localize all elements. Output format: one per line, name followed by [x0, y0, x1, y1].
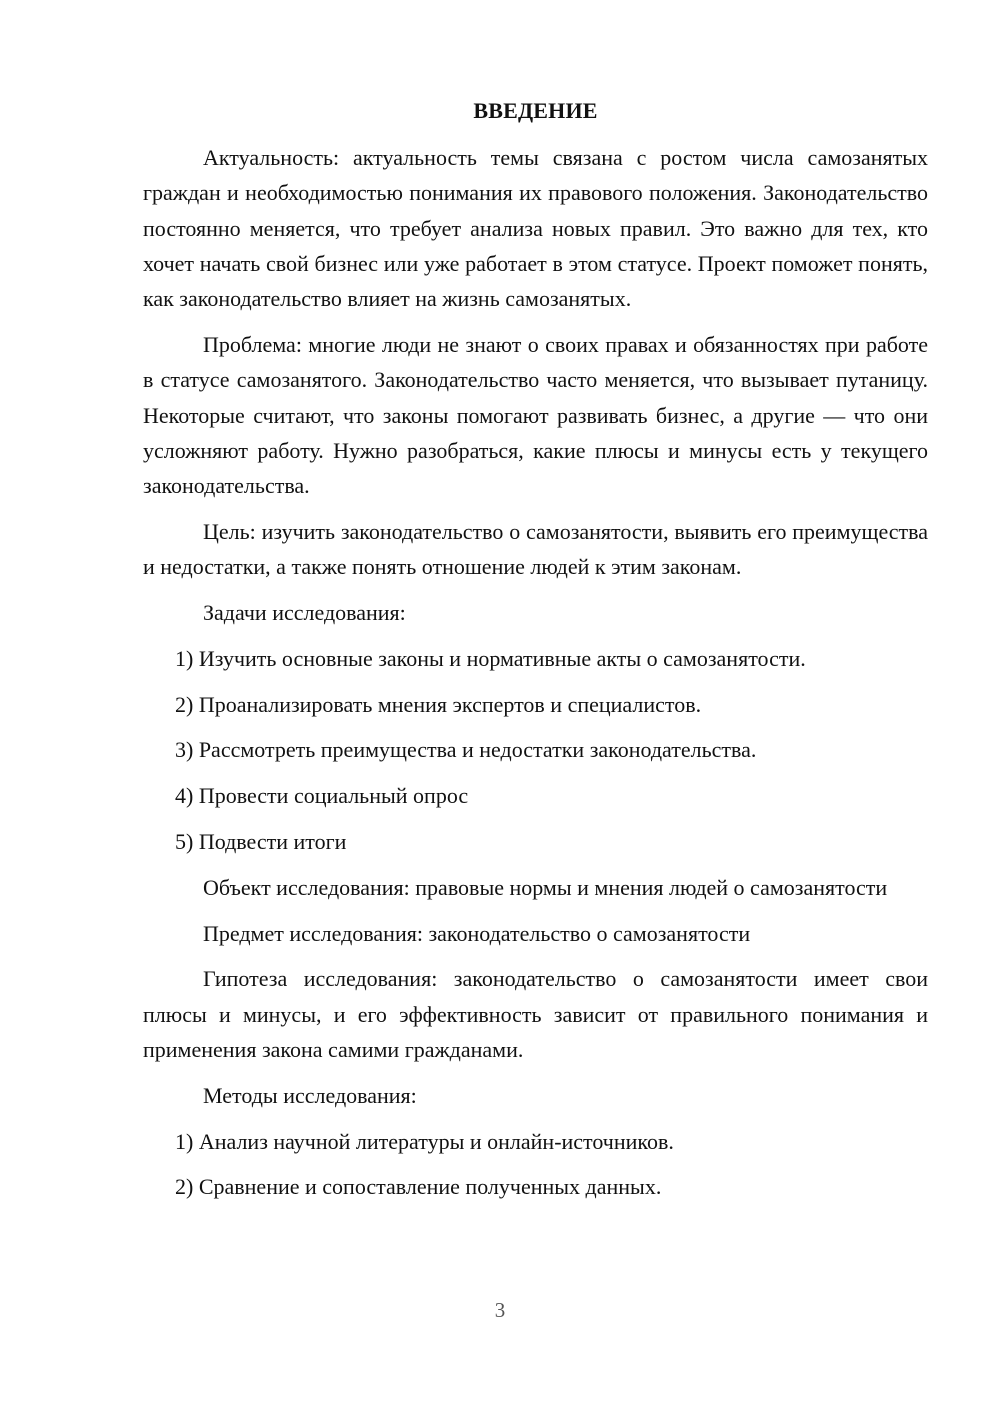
method-item-1: 1) Анализ научной литературы и онлайн-источников. — [175, 1128, 674, 1154]
paragraph-object: Объект исследования: правовые нормы и мнения людей о самозанятости — [203, 874, 888, 900]
method-item-2: 2) Сравнение и сопоставление полученных данных. — [175, 1174, 662, 1200]
task-item-1: 1) Изучить основные законы и нормативные акты о самозанятости. — [175, 645, 806, 671]
task-item-3: 3) Рассмотреть преимущества и недостатки законодательства. — [175, 737, 757, 763]
paragraph-hypothesis: Гипотеза исследования: законодательство о самозанятости имеет свои плюсы и минусы, и его эффективность зависит от правильного понимания и применения закона самими гражданами. — [143, 966, 928, 1063]
document-page — [143, 96, 928, 1215]
tasks-title: Задачи исследования: — [203, 600, 406, 626]
paragraph-problem: Проблема: многие люди не знают о своих правах и обязанностях при работе в статусе самозанятого. Законодательство часто меняется, что вызывает путаницу. Некоторые считают, что законы помогают развивать бизнес, а другие — что они усложняют работу. Нужно разобраться, какие плюсы и минусы есть у текущего законодательства. — [143, 331, 928, 499]
task-item-5: 5) Подвести итоги — [175, 829, 347, 855]
paragraph-relevance: Актуальность: актуальность темы связана с ростом числа самозанятых граждан и необходимостью понимания их правового положения. Законодательство постоянно меняется, что требует анализа новых правил. Это важно для тех, кто хочет начать свой бизнес или уже работает в этом статусе. Проект поможет понять, как законодательство влияет на жизнь самозанятых. — [143, 145, 928, 312]
methods-title: Методы исследования: — [203, 1082, 417, 1108]
paragraph-subject: Предмет исследования: законодательство о самозанятости — [203, 920, 751, 946]
task-item-2: 2) Проанализировать мнения экспертов и специалистов. — [175, 691, 702, 717]
task-item-4: 4) Провести социальный опрос — [175, 783, 469, 809]
paragraph-goal: Цель: изучить законодательство о самозанятости, выявить его преимущества и недостатки, а также понять отношение людей к этим законам. — [143, 518, 928, 580]
section-heading: ВВЕДЕНИЕ — [473, 98, 598, 123]
page-number: 3 — [494, 1298, 506, 1322]
